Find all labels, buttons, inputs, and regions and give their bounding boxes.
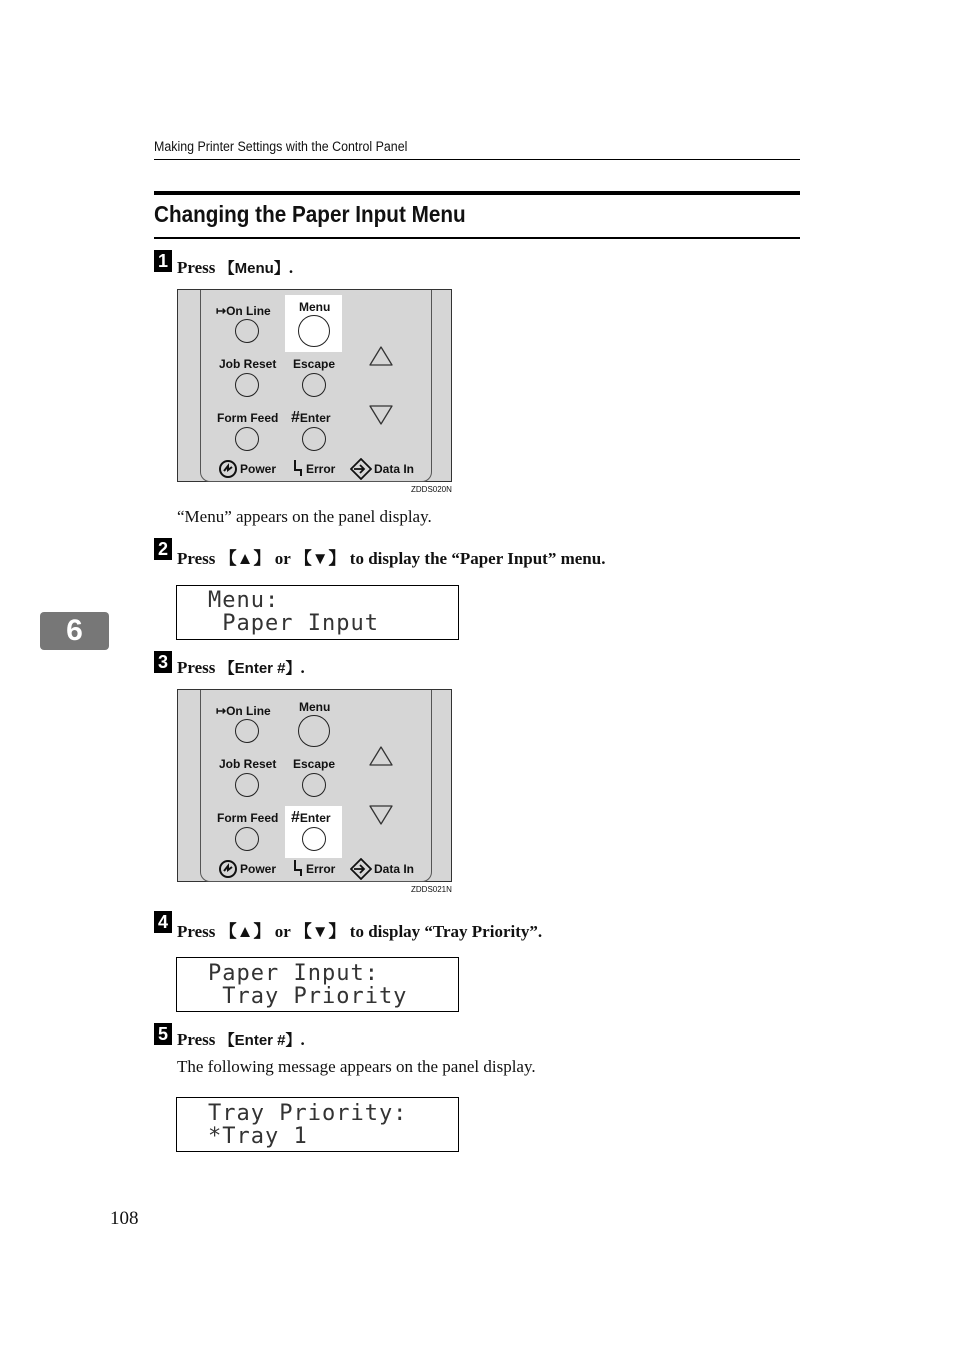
step-3-press: Press: [177, 658, 220, 677]
form-feed-button: [235, 427, 259, 451]
step-4-instruction: Press 【▲】 or 【▼】 to display “Tray Priority”.: [177, 922, 543, 941]
escape-button: [302, 773, 326, 797]
online-arrow-icon: ↦: [216, 704, 227, 718]
online-button: [235, 719, 259, 743]
menu-label: Menu: [299, 300, 331, 314]
enter-button: [302, 427, 326, 451]
step-5-key: 【Enter #】: [219, 1032, 301, 1049]
power-icon: [218, 859, 238, 879]
step-number-1: 1: [154, 250, 172, 272]
panel-code-1: ZDDS020N: [411, 485, 452, 494]
step-5-press: Press: [177, 1030, 220, 1049]
hash-icon: #: [291, 409, 300, 426]
form-feed-label: Form Feed: [217, 411, 279, 425]
data-in-label: Data In: [374, 462, 415, 476]
error-label: Error: [306, 862, 336, 876]
down-arrow-icon: [368, 803, 394, 827]
online-label: ↦On Line: [216, 704, 271, 718]
job-reset-label: Job Reset: [219, 357, 277, 371]
power-label: Power: [240, 862, 277, 876]
lcd-1-line-2: Paper Input: [208, 611, 379, 636]
panel-code-2: ZDDS021N: [411, 885, 452, 894]
page-number: 108: [110, 1208, 139, 1229]
lcd-2-line-2: Tray Priority: [208, 984, 408, 1009]
lcd-display-2: [176, 957, 459, 1012]
error-icon: [292, 458, 304, 478]
enter-label: #Enter: [291, 809, 331, 826]
chapter-tab: 6: [40, 612, 109, 650]
job-reset-label: Job Reset: [219, 757, 277, 771]
escape-label: Escape: [293, 357, 336, 371]
lcd-1-line-1: Menu:: [208, 588, 280, 613]
power-label: Power: [240, 462, 277, 476]
online-label: ↦On Line: [216, 304, 271, 318]
menu-button: [298, 715, 330, 747]
step-number-4: 4: [154, 911, 172, 933]
escape-button: [302, 373, 326, 397]
step-number-2: 2: [154, 538, 172, 560]
error-icon: [292, 858, 304, 878]
step-1-press: Press: [177, 258, 220, 277]
page-title: Changing the Paper Input Menu: [154, 201, 466, 227]
escape-label: Escape: [293, 757, 336, 771]
step-1-instruction: [177, 257, 293, 278]
lcd-3-line-2: *Tray 1: [208, 1124, 308, 1149]
title-rule-bottom: [154, 237, 800, 239]
power-icon: [218, 459, 238, 479]
step-number-5: 5: [154, 1023, 172, 1045]
menu-label: Menu: [299, 700, 331, 714]
step-3-key: 【Enter #】: [219, 660, 301, 677]
control-panel-illustration-2: [177, 689, 452, 882]
online-button: [235, 319, 259, 343]
job-reset-button: [235, 773, 259, 797]
lcd-display-3: [176, 1097, 459, 1152]
hash-icon: #: [291, 809, 300, 826]
job-reset-button: [235, 373, 259, 397]
data-in-label: Data In: [374, 862, 415, 876]
step-1-key: 【Menu】: [219, 260, 289, 277]
down-arrow-icon: [368, 403, 394, 427]
menu-button: [298, 315, 330, 347]
form-feed-button: [235, 827, 259, 851]
step-5-instruction: [177, 1029, 305, 1050]
step-number-3: 3: [154, 651, 172, 673]
up-arrow-icon: [368, 344, 394, 368]
title-rule-top: [154, 191, 800, 195]
header-rule: [154, 159, 800, 160]
enter-button: [302, 827, 326, 851]
step-5-after: .: [300, 1030, 305, 1049]
form-feed-label: Form Feed: [217, 811, 279, 825]
data-in-icon: [350, 458, 372, 480]
data-in-icon: [350, 858, 372, 880]
following-message-note: The following message appears on the panel display.: [177, 1057, 536, 1076]
step-3-after: .: [300, 658, 305, 677]
enter-label: #Enter: [291, 409, 331, 426]
step-2-instruction: Press 【▲】 or 【▼】 to display the “Paper Input” menu.: [177, 549, 606, 568]
menu-appears-note: “Menu” appears on the panel display.: [177, 507, 432, 526]
control-panel-illustration-1: [177, 289, 452, 482]
lcd-3-line-1: Tray Priority:: [208, 1101, 408, 1126]
online-arrow-icon: ↦: [216, 304, 227, 318]
lcd-display-1: [176, 585, 459, 640]
up-arrow-icon: [368, 744, 394, 768]
step-1-after: .: [288, 258, 294, 277]
error-label: Error: [306, 462, 336, 476]
step-3-instruction: [177, 657, 305, 678]
lcd-2-line-1: Paper Input:: [208, 961, 379, 986]
running-header: Making Printer Settings with the Control Panel: [154, 139, 408, 154]
